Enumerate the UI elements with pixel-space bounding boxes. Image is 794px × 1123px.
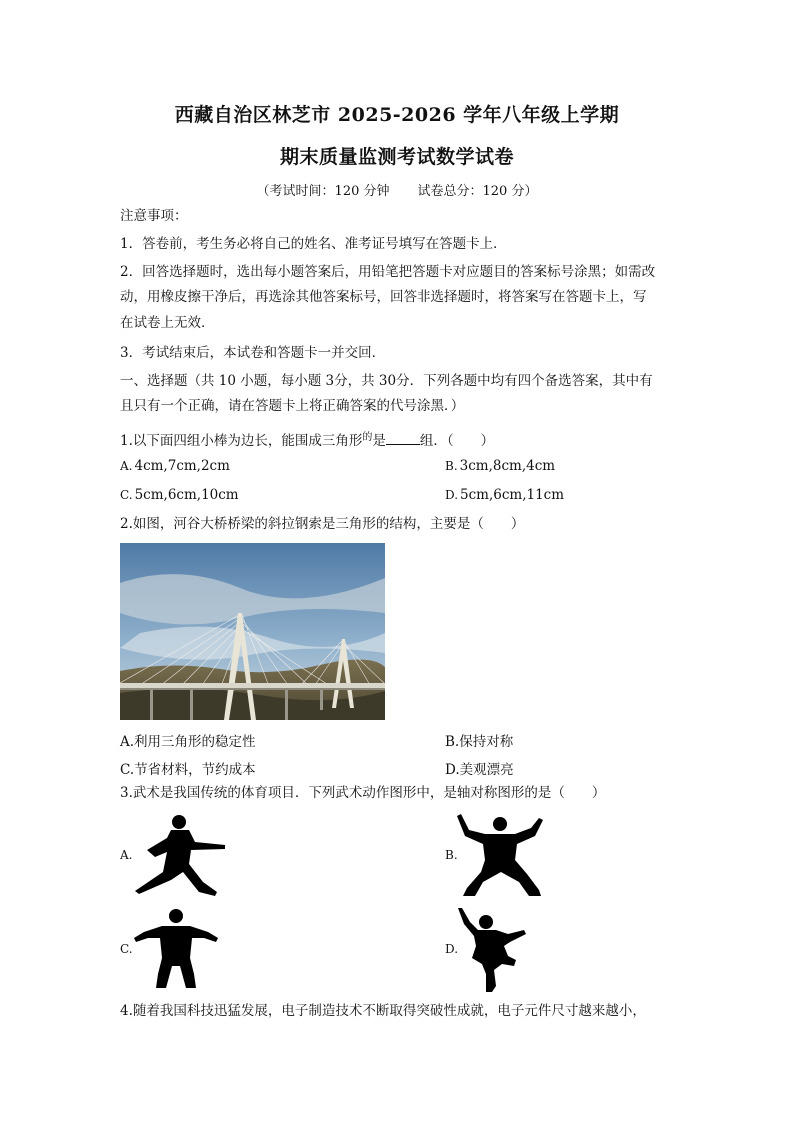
exam-time: （考试时间：120 分钟 <box>256 184 390 199</box>
question-1-stem: 1.以下面四组小棒为边长，能围成三角形$^的$是 组．（ ） <box>120 432 495 449</box>
q1-option-d: D. 5cm,6cm,11cm <box>445 487 565 503</box>
section-heading: 一、选择题（共 10 小题，每小题 3分，共 30分．下列各题中均有四个备选答案，其中有 <box>120 373 653 389</box>
q1-option-c: C. 5cm,6cm,10cm <box>120 487 239 503</box>
martial-arts-figure-d <box>456 906 528 996</box>
q2-option-b: B.保持对称 <box>445 734 514 750</box>
martial-arts-figure-a <box>133 812 228 901</box>
bridge-illustration <box>120 543 385 720</box>
q3-option-b-label: B. <box>445 848 458 862</box>
q3-option-a-label: A. <box>120 848 133 862</box>
exam-title-line1: 西藏自治区林芝市 2025-2026 学年八年级上学期 <box>174 104 620 126</box>
q2-option-c: C.节省材料，节约成本 <box>120 762 256 778</box>
note-line: 1．答卷前，考生务必将自己的姓名、准考证号填写在答题卡上． <box>120 236 507 252</box>
q2-option-a: A.利用三角形的稳定性 <box>120 734 256 750</box>
q1-option-a: A. 4cm,7cm,2cm <box>120 458 230 474</box>
martial-arts-figure-b <box>455 812 545 901</box>
q1-option-b: B. 3cm,8cm,4cm <box>445 458 556 474</box>
note-line: 动，用橡皮擦干净后，再选涂其他答案标号，回答非选择题时，将答案写在答题卡上，写 <box>120 289 647 305</box>
answer-blank <box>386 432 420 445</box>
exam-score: 试卷总分：120 分） <box>417 184 538 199</box>
note-line: 3．考试结束后，本试卷和答题卡一并交回． <box>120 345 386 361</box>
exam-info <box>0 180 794 199</box>
question-4-stem: 4.随着我国科技迅猛发展，电子制造技术不断取得突破性成就，电子元件尺寸越来越小， <box>120 1003 646 1019</box>
martial-arts-figure-c <box>132 908 220 994</box>
bridge-photo <box>120 543 385 720</box>
q3-option-c-label: C. <box>120 942 133 956</box>
question-3-stem: 3.武术是我国传统的体育项目．下列武术动作图形中，是轴对称图形的是（ ） <box>120 785 606 801</box>
notes-heading: 注意事项： <box>120 208 188 224</box>
note-line: 2．回答选择题时，选出每小题答案后，用铅笔把答题卡对应题目的答案标号涂黑；如需改 <box>120 264 656 280</box>
q3-option-d-label: D. <box>445 942 459 956</box>
q2-option-d: D.美观漂亮 <box>445 762 514 778</box>
exam-title-line2: 期末质量监测考试数学试卷 <box>279 146 514 168</box>
note-line: 在试卷上无效． <box>120 315 215 331</box>
question-2-stem: 2.如图，河谷大桥桥梁的斜拉钢索是三角形的结构，主要是（ ） <box>120 516 525 532</box>
section-heading-cont: 且只有一个正确，请在答题卡上将正确答案的代号涂黑．） <box>120 398 465 414</box>
